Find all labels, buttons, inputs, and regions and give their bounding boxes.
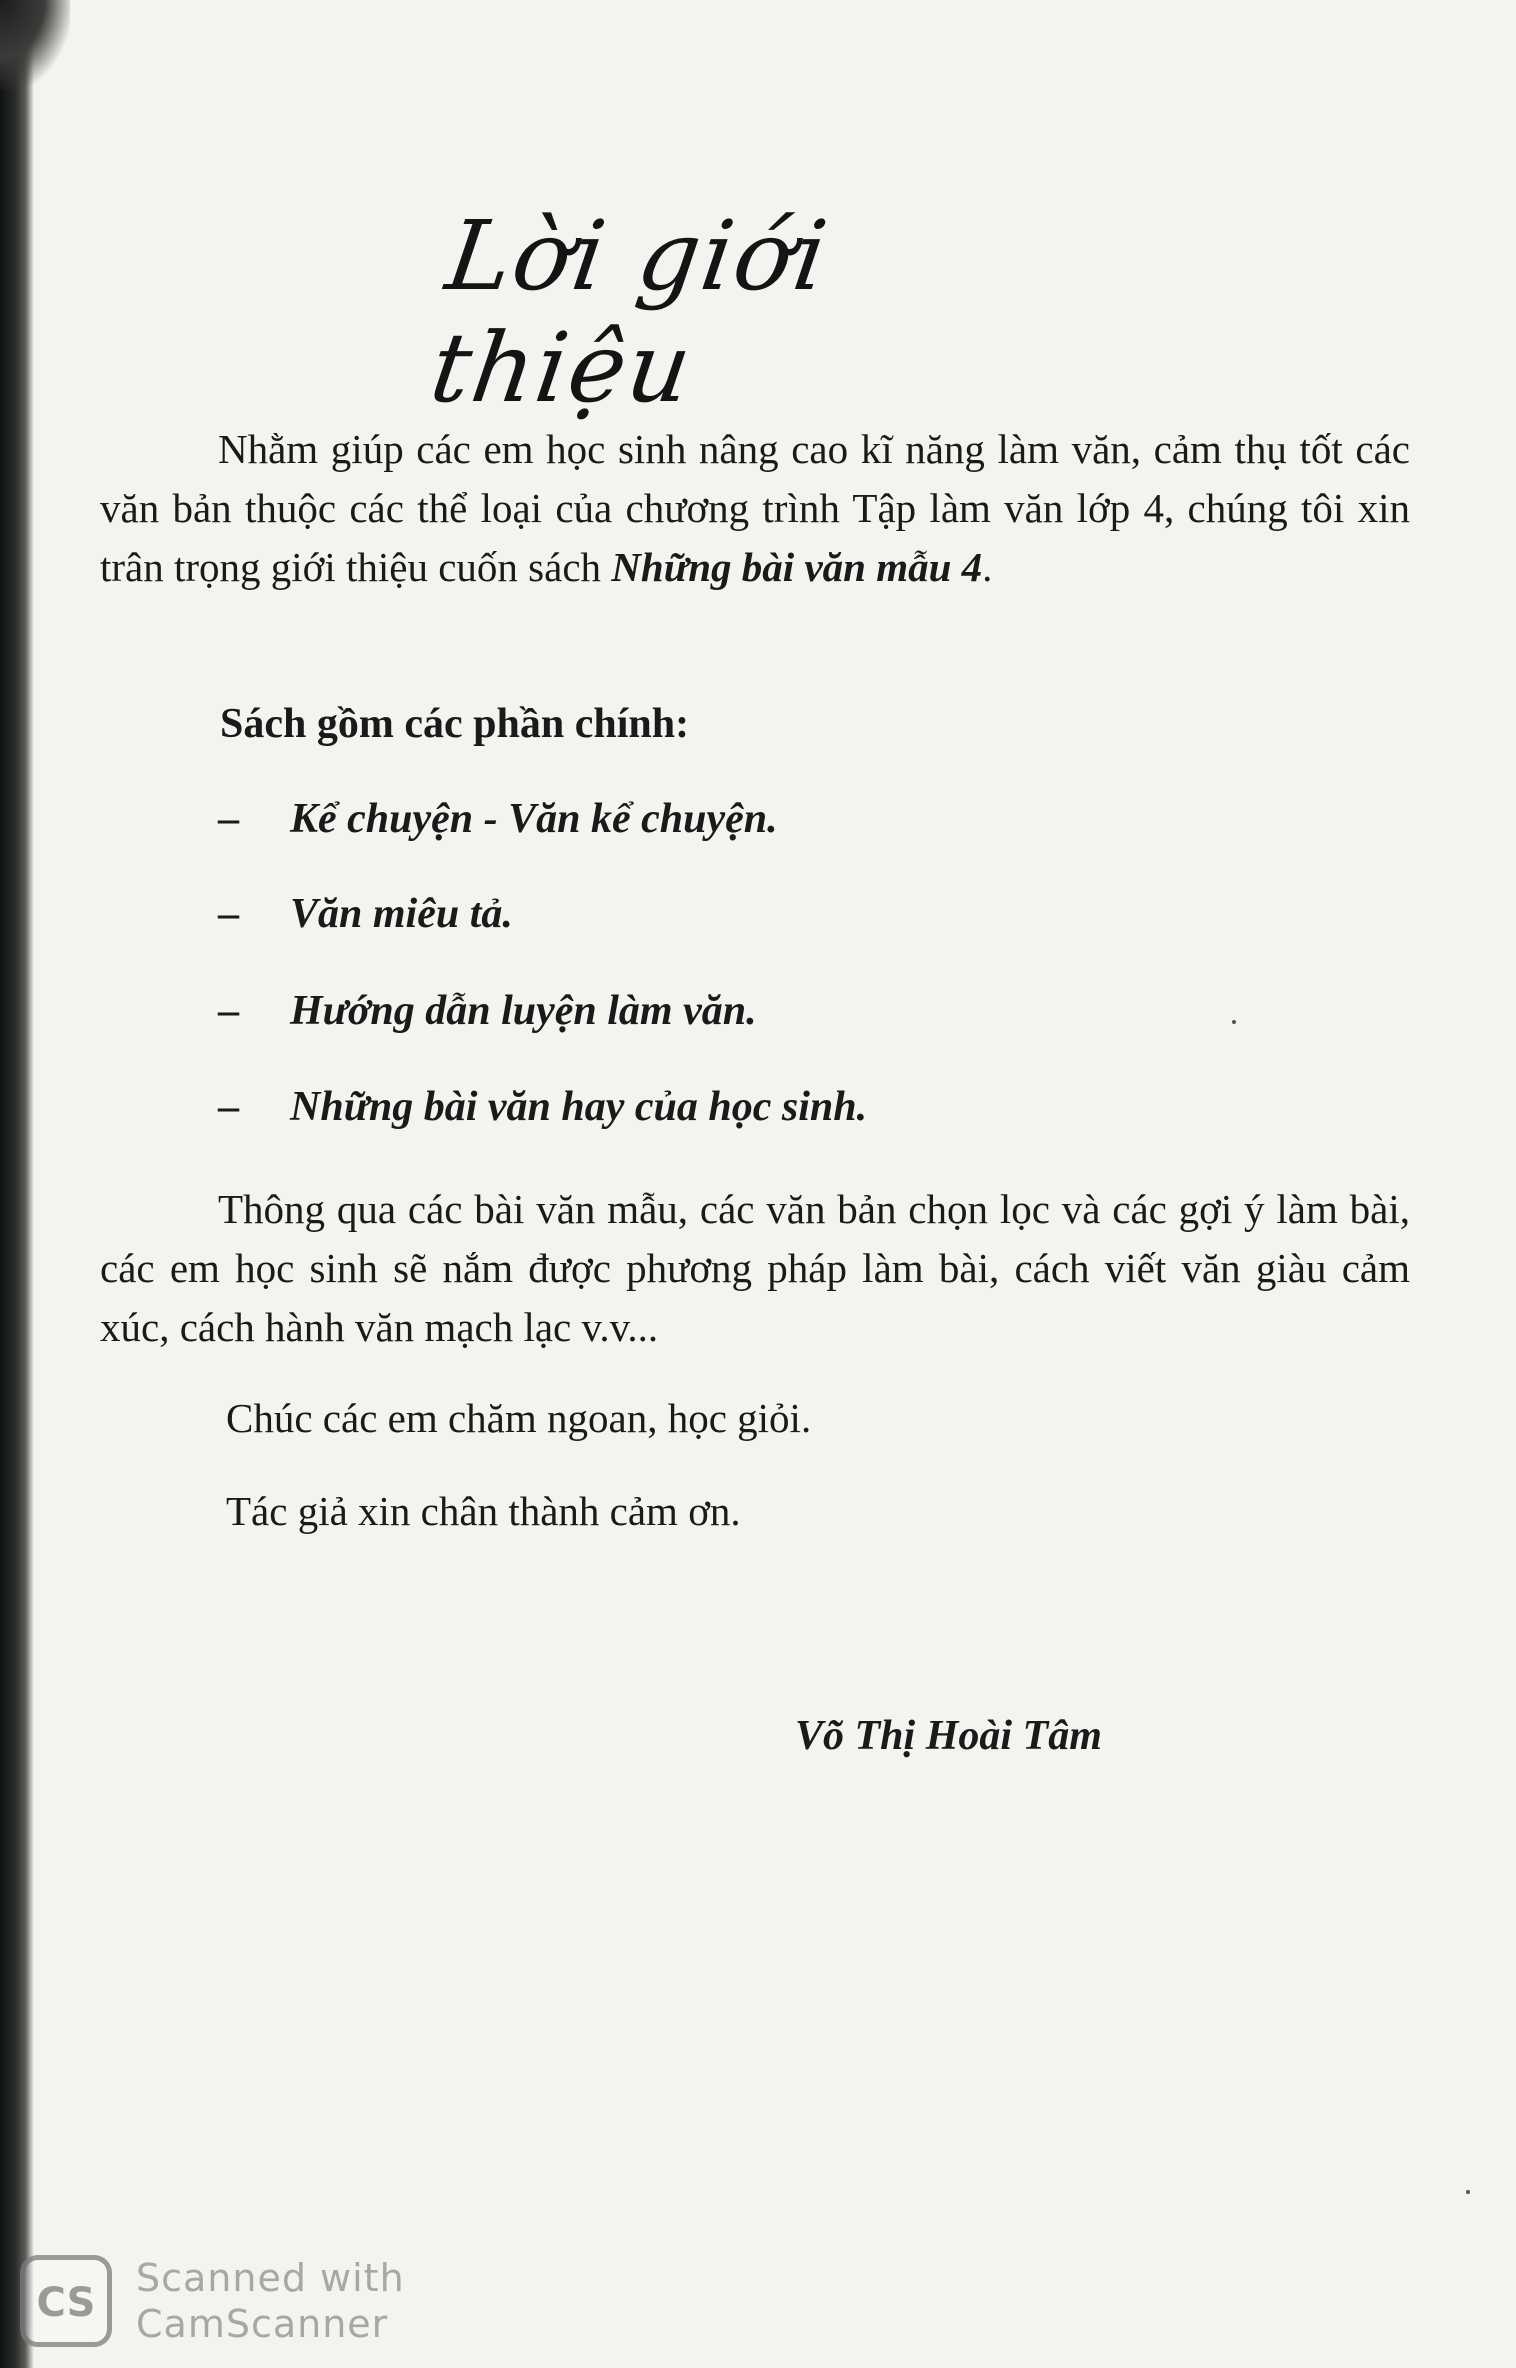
page-binding-shadow — [0, 0, 34, 2368]
wish-line: Chúc các em chăm ngoan, học giỏi. — [226, 1395, 812, 1441]
intro-end: . — [982, 544, 993, 590]
author-signature: Võ Thị Hoài Tâm — [795, 1713, 1102, 1759]
svg-text:CS: CS — [36, 2280, 96, 2326]
section-item — [218, 795, 778, 843]
closing-text: Thông qua các bài văn mẫu, các văn bản chọn lọc và các gợi ý làm bài, các em học sinh sẽ nắm được phương pháp làm bài, cách viết văn giàu cảm xúc, cách hành văn mạch lạc v.v... — [100, 1186, 1410, 1350]
section-label: Kể chuyện - Văn kể chuyện. — [290, 796, 778, 842]
section-item — [218, 1083, 867, 1131]
sections-heading: Sách gồm các phần chính: — [220, 701, 690, 747]
list-dash: – — [218, 1084, 239, 1130]
section-item — [218, 890, 513, 938]
paper-speck — [1466, 2190, 1470, 2194]
list-dash: – — [218, 891, 239, 937]
paper-speck — [1232, 1020, 1236, 1024]
camscanner-logo-icon — [20, 2255, 112, 2347]
section-label: Hướng dẫn luyện làm văn. — [290, 988, 757, 1034]
list-dash: – — [218, 796, 239, 842]
book-title: Những bài văn mẫu 4 — [611, 544, 983, 590]
watermark-text — [136, 2255, 405, 2347]
thanks-line: Tác giả xin chân thành cảm ơn. — [226, 1488, 741, 1534]
camscanner-watermark — [20, 2255, 405, 2347]
watermark-line-1: Scanned with — [136, 2256, 405, 2300]
page-title: Lời giới thiệu — [424, 200, 836, 424]
section-label: Văn miêu tả. — [290, 891, 513, 937]
watermark-line-2: CamScanner — [136, 2302, 389, 2346]
intro-paragraph — [100, 420, 1410, 597]
closing-paragraph — [100, 1180, 1410, 1357]
list-dash: – — [218, 988, 239, 1034]
intro-text: Nhằm giúp các em học sinh nâng cao kĩ năng làm văn, cảm thụ tốt các văn bản thuộc các thể loại của chương trình Tập làm văn lớp 4, chúng tôi xin trân trọng giới thiệu cuốn sách — [100, 426, 1410, 590]
page-corner-shadow — [0, 0, 70, 90]
section-label: Những bài văn hay của học sinh. — [290, 1084, 868, 1130]
section-item — [218, 987, 757, 1035]
